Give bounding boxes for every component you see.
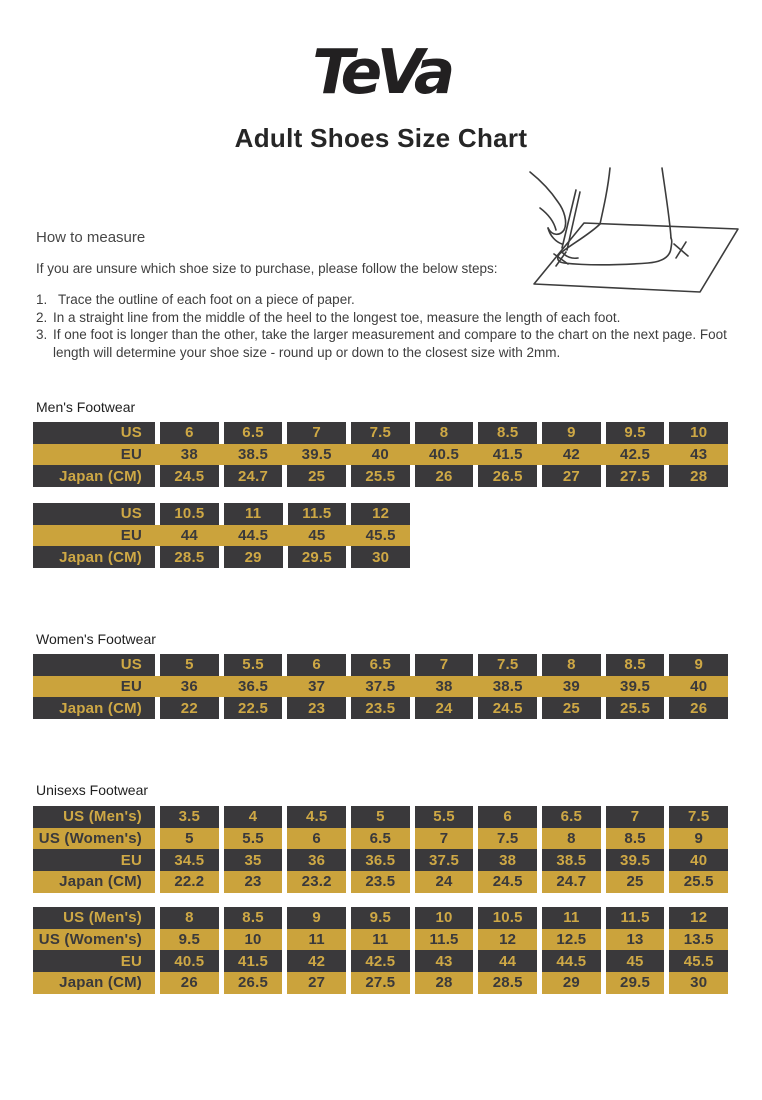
size-cell: 42: [287, 950, 346, 972]
size-cell: 11.5: [288, 503, 347, 525]
size-cell: 37: [308, 678, 326, 696]
size-cell: 25: [287, 465, 346, 487]
size-row: [33, 465, 728, 487]
size-cell: 27: [542, 465, 601, 487]
size-cell: 6: [287, 654, 346, 676]
measure-step: [36, 326, 742, 361]
size-cell: 29.5: [606, 972, 665, 994]
size-row: [33, 849, 728, 871]
size-cell: 23: [224, 871, 283, 893]
size-cell: 12: [669, 907, 728, 929]
row-label: Japan (CM): [33, 697, 155, 719]
size-cell: 9: [669, 654, 728, 676]
size-cell: 12: [478, 929, 537, 951]
size-cell: 40: [669, 849, 728, 871]
step-number: 1.: [36, 292, 48, 307]
size-cell: 6.5: [224, 422, 283, 444]
page-title: Adult Shoes Size Chart: [234, 123, 528, 153]
size-cell: 11.5: [415, 929, 474, 951]
size-cell: 30: [351, 546, 410, 568]
size-cell: 25.5: [669, 871, 728, 893]
size-row: [33, 654, 728, 676]
size-cell: 3.5: [160, 806, 219, 828]
size-cell: 6: [160, 422, 219, 444]
size-cell: 44.5: [238, 527, 269, 545]
step-text: If one foot is longer than the other, take the larger measurement and compare to the chart on the next page. Foot length will determine your shoe size - round up or down to the closest size with 2mm.: [53, 327, 727, 360]
size-cell: 24.5: [478, 697, 537, 719]
row-label: Japan (CM): [33, 972, 155, 994]
size-cell: 39.5: [606, 849, 665, 871]
size-cell: 28.5: [160, 546, 219, 568]
size-cell: 23: [287, 697, 346, 719]
size-cell: 27.5: [606, 465, 665, 487]
size-cell: 11: [287, 929, 346, 951]
size-cell: 6: [287, 828, 346, 850]
size-cell: 26.5: [478, 465, 537, 487]
size-cell: 9.5: [160, 929, 219, 951]
size-cell: 7.5: [478, 828, 537, 850]
size-cell: 10.5: [160, 503, 219, 525]
size-cell: 39: [562, 678, 580, 696]
size-row: [33, 806, 728, 828]
size-cell: 38.5: [492, 678, 523, 696]
size-cell: 24.5: [478, 871, 537, 893]
size-cell: 22.5: [224, 697, 283, 719]
size-cell: 44.5: [542, 950, 601, 972]
size-cell: 8.5: [478, 422, 537, 444]
size-cell: 28: [415, 972, 474, 994]
size-cell: 11: [542, 907, 601, 929]
size-cell: 12: [351, 503, 410, 525]
size-cell: 36: [180, 678, 198, 696]
how-to-measure-section: [36, 229, 742, 361]
size-cell: 8.5: [224, 907, 283, 929]
size-cell: 24: [415, 871, 474, 893]
size-cell: 29: [542, 972, 601, 994]
size-cell: 13: [606, 929, 665, 951]
size-cell: 23.5: [351, 871, 410, 893]
size-cell: 34.5: [160, 849, 219, 871]
size-cell: 10: [415, 907, 474, 929]
size-cell: 8.5: [606, 828, 665, 850]
size-cell: 41.5: [492, 446, 523, 464]
size-cell: 5.5: [224, 654, 283, 676]
size-cell: 25: [542, 697, 601, 719]
size-cell: 38: [435, 678, 453, 696]
size-cell: 8: [415, 422, 474, 444]
how-to-measure-intro: If you are unsure which shoe size to purchase, please follow the below steps:: [36, 261, 498, 276]
size-cell: 28.5: [478, 972, 537, 994]
how-to-measure-heading: How to measure: [36, 229, 146, 246]
size-cell: 6.5: [542, 806, 601, 828]
size-cell: 13.5: [669, 929, 728, 951]
size-cell: 45: [606, 950, 665, 972]
step-number: 2.: [36, 309, 48, 325]
size-cell: 8: [160, 907, 219, 929]
size-cell: 7.5: [478, 654, 537, 676]
size-cell: 30: [669, 972, 728, 994]
size-cell: 38: [180, 446, 198, 464]
size-table: [33, 503, 410, 568]
size-cell: 26.5: [224, 972, 283, 994]
size-cell: 36.5: [351, 849, 410, 871]
size-cell: 41.5: [224, 950, 283, 972]
size-cell: 40.5: [160, 950, 219, 972]
size-table: [33, 422, 728, 487]
size-table: [33, 654, 728, 719]
teva-logo-icon: [293, 36, 469, 106]
size-cell: 9.5: [606, 422, 665, 444]
size-cell: 25: [606, 871, 665, 893]
size-cell: 39.5: [301, 446, 332, 464]
size-cell: 10: [224, 929, 283, 951]
measure-step: [36, 309, 742, 327]
row-label: US: [33, 503, 155, 525]
size-cell: 45.5: [365, 527, 396, 545]
size-cell: 9.5: [351, 907, 410, 929]
size-cell: 4: [224, 806, 283, 828]
size-cell: 36: [287, 849, 346, 871]
size-cell: 28: [669, 465, 728, 487]
size-row: [33, 950, 728, 972]
step-number: 3.: [36, 327, 48, 343]
section-heading: Unisexs Footwear: [36, 782, 149, 798]
row-label: EU: [33, 849, 155, 871]
size-cell: 26: [415, 465, 474, 487]
size-row: [33, 828, 728, 850]
size-cell: 6.5: [351, 654, 410, 676]
size-cell: 27: [287, 972, 346, 994]
size-cell: 24.5: [160, 465, 219, 487]
size-cell: 11.5: [606, 907, 665, 929]
size-cell: 23.2: [287, 871, 346, 893]
size-cell: 42.5: [351, 950, 410, 972]
size-cell: 7.5: [669, 806, 728, 828]
row-label: Japan (CM): [33, 546, 155, 568]
row-label: US: [33, 654, 155, 676]
step-text: In a straight line from the middle of the heel to the longest toe, measure the length of each foot.: [53, 309, 621, 325]
size-cell: 35: [224, 849, 283, 871]
size-cell: 37.5: [365, 678, 396, 696]
size-cell: 7: [287, 422, 346, 444]
section-heading: Men's Footwear: [36, 399, 136, 415]
size-row: [33, 422, 728, 444]
size-cell: 6: [478, 806, 537, 828]
measure-step: [36, 291, 742, 309]
size-cell: 43: [690, 446, 708, 464]
row-label: US (Women's): [33, 828, 155, 850]
size-cell: 22.2: [160, 871, 219, 893]
size-cell: 37.5: [415, 849, 474, 871]
size-cell: 11: [224, 503, 283, 525]
size-cell: 10.5: [478, 907, 537, 929]
size-cell: 8: [542, 654, 601, 676]
size-cell: 29: [224, 546, 283, 568]
size-cell: 23.5: [351, 697, 410, 719]
size-cell: 7: [415, 654, 474, 676]
size-cell: 7: [415, 828, 474, 850]
size-cell: 42.5: [620, 446, 651, 464]
size-row: [33, 503, 410, 525]
size-cell: 8.5: [606, 654, 665, 676]
size-cell: 27.5: [351, 972, 410, 994]
size-cell: 45.5: [669, 950, 728, 972]
teva-logo: [0, 36, 762, 106]
size-row: [33, 546, 410, 568]
size-cell: 5: [351, 806, 410, 828]
size-cell: 9: [669, 828, 728, 850]
measure-steps: [36, 291, 742, 361]
size-cell: 38.5: [542, 849, 601, 871]
size-table: [33, 907, 728, 994]
size-cell: 38.5: [238, 446, 268, 464]
size-cell: 40: [690, 678, 708, 696]
size-cell: 22: [160, 697, 219, 719]
size-cell: 7.5: [351, 422, 410, 444]
size-cell: 24: [415, 697, 474, 719]
size-cell: 26: [669, 697, 728, 719]
size-cell: 11: [351, 929, 410, 951]
row-label: US: [33, 422, 155, 444]
size-cell: 6.5: [351, 828, 410, 850]
size-row: [33, 525, 410, 547]
size-cell: 4.5: [287, 806, 346, 828]
size-cell: 25.5: [606, 697, 665, 719]
row-label: Japan (CM): [33, 871, 155, 893]
row-label: US (Women's): [33, 929, 155, 951]
size-cell: 36.5: [238, 678, 268, 696]
size-cell: 5.5: [415, 806, 474, 828]
size-cell: 5.5: [224, 828, 283, 850]
size-table: [33, 806, 728, 893]
size-cell: 5: [160, 828, 219, 850]
size-cell: 8: [542, 828, 601, 850]
size-row: [33, 697, 728, 719]
size-cell: 25.5: [351, 465, 410, 487]
size-row: [33, 929, 728, 951]
svg-text:TeVa: TeVa: [312, 36, 450, 106]
size-cell: 26: [160, 972, 219, 994]
size-cell: 24.7: [224, 465, 283, 487]
size-cell: 9: [287, 907, 346, 929]
row-label: EU: [120, 527, 142, 545]
row-label: EU: [120, 678, 142, 696]
size-cell: 29.5: [288, 546, 347, 568]
size-cell: 42: [562, 446, 580, 464]
size-cell: 44: [478, 950, 537, 972]
size-cell: 7: [606, 806, 665, 828]
size-cell: 44: [180, 527, 198, 545]
size-cell: 12.5: [542, 929, 601, 951]
size-cell: 10: [669, 422, 728, 444]
row-label: US (Men's): [33, 907, 155, 929]
section-heading: Women's Footwear: [36, 631, 156, 647]
size-cell: 43: [415, 950, 474, 972]
step-text: Trace the outline of each foot on a piece of paper.: [58, 292, 355, 307]
size-cell: 38: [478, 849, 537, 871]
size-cell: 24.7: [542, 871, 601, 893]
row-label: EU: [33, 950, 155, 972]
row-label: Japan (CM): [33, 465, 155, 487]
size-row: [33, 972, 728, 994]
row-label: US (Men's): [33, 806, 155, 828]
size-cell: 9: [542, 422, 601, 444]
row-label: EU: [120, 446, 142, 464]
size-cell: 5: [160, 654, 219, 676]
size-cell: 45: [308, 527, 326, 545]
size-cell: 40.5: [429, 446, 460, 464]
size-row: [33, 871, 728, 893]
size-cell: 40: [371, 446, 389, 464]
size-cell: 39.5: [620, 678, 651, 696]
size-row: [33, 907, 728, 929]
size-row: [33, 676, 728, 698]
size-row: [33, 444, 728, 466]
